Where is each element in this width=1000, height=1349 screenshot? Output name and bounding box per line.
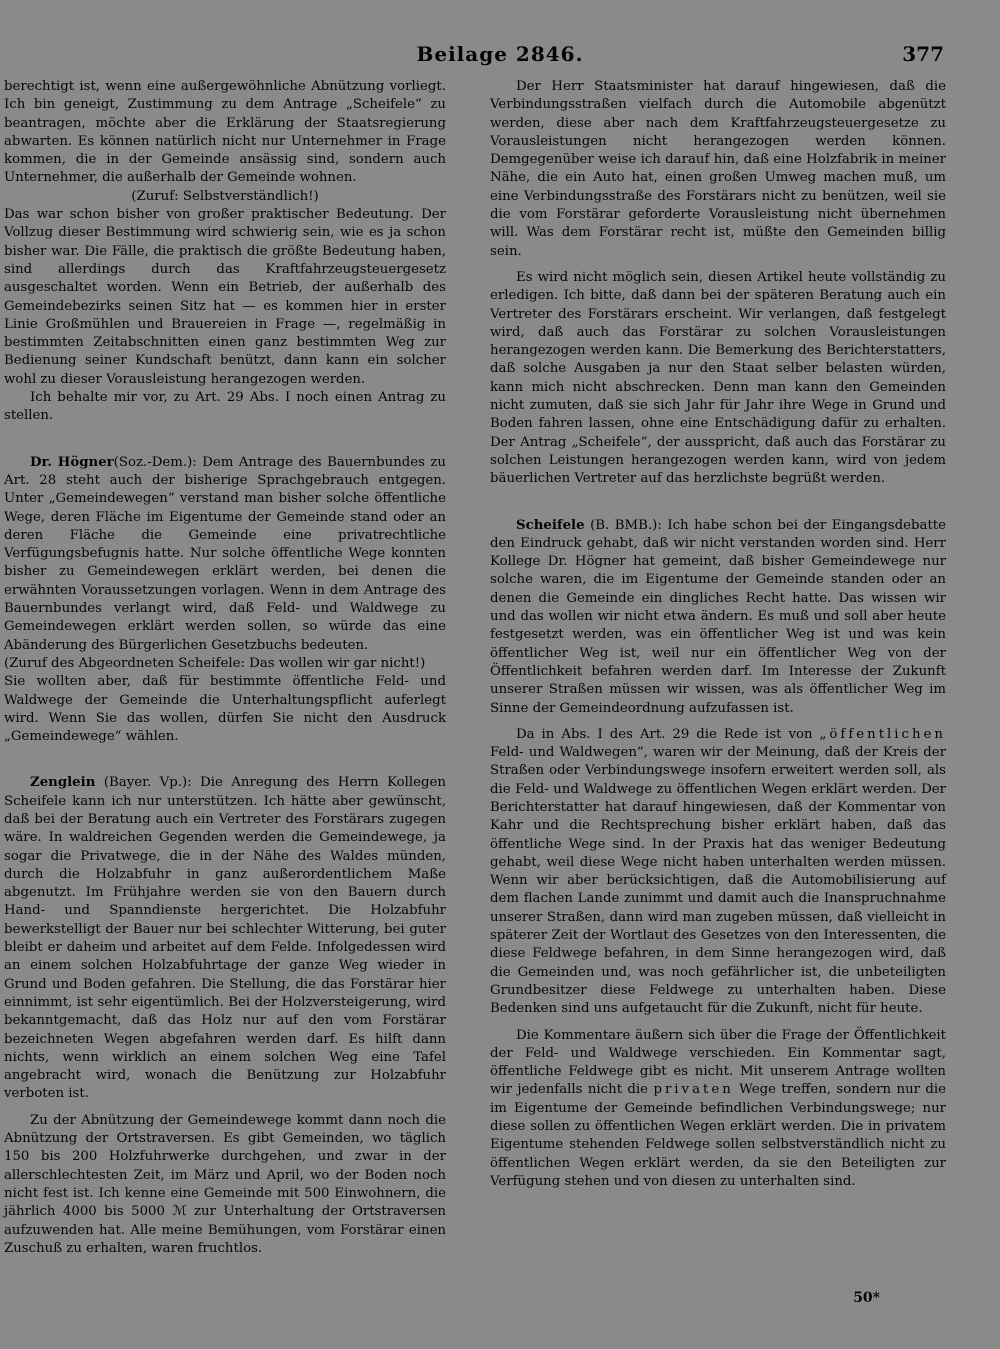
text-run: Wege treffen, sondern nur die im Eigentume der Gemeinde befindlichen Verbindungswege; nur diese sollen zu öffentlichen Wegen erklärt werden. Die in privatem Eigentume stehenden Feldwege sollen selbstverständlich nicht zu öffentlichen Wegen erklärt werden, da sie den Beteiligten zur Verfügung stehen und von diesen zu unterhalten sind. xyxy=(490,1082,946,1189)
speech-scheifele xyxy=(490,517,946,718)
paragraph: Es wird nicht möglich sein, diesen Artikel heute vollständig zu erledigen. Ich bitte, daß dann bei der späteren Beratung auch ein Vertreter des Forstärars erscheint. Wir verlangen, daß festgelegt wird, daß auch das Forstärar zu solchen Vorausleistungen herangezogen werden kann. Die Bemerkung des Berichterstatters, daß solche Ausgaben ja nur den Staat selber belasten würden, kann mich nicht abschrecken. Denn man kann den Gemeinden nicht zumuten, daß sie sich Jahr für Jahr ihre Wege in Grund und Boden fahren lassen, ohne eine Entschädigung dafür zu erhalten. Der Antrag „Scheifele“, der ausspricht, daß auch das Forstärar zu solchen Leistungen herangezogen werden kann, wird von jedem bäuerlichen Vertreter auf das herzlichste begrüßt werden. xyxy=(490,269,946,487)
signature-mark: 50* xyxy=(853,1290,880,1306)
emphasis: privaten xyxy=(653,1082,734,1098)
left-column xyxy=(4,78,446,1258)
paragraph: Das war schon bisher von großer praktischer Bedeutung. Der Vollzug dieser Bestimmung wird schwierig sein, wie es ja schon bisher war. Die Fälle, die praktisch die größte Bedeutung haben, sind allerdings durch das Kraftfahrzeugsteuergesetz ausgeschaltet worden. Wenn ein Betrieb, der außerhalb des Gemeindebezirks seinen Sitz hat — es kommen hier in erster Linie Großmühlen und Brauereien in Frage —, regelmäßig in bestimmten Zeitabschnitten einen ganz bestimmten Weg zur Bedienung seiner Kundschaft benützt, dann kann ein solcher wohl zu dieser Vorausleistung herangezogen werden. xyxy=(4,207,446,387)
speaker-name: Dr. Högner xyxy=(30,454,114,470)
page-number: 377 xyxy=(902,42,944,66)
paragraph: Der Herr Staatsminister hat darauf hingewiesen, daß die Verbindungsstraßen vielfach durch die Automobile abgenützt werden, diese aber nach dem Kraftfahrzeugsteuergesetze zu Vorausleistungen nicht herangezogen werden können. Demgegenüber weise ich darauf hin, daß eine Holzfabrik in meiner Nähe, die ein Auto hat, einen großen Umweg machen muß, um eine Verbindungsstraße des Forstärars nicht zu benützen, weil sie die vom Forstärar geforderte Vorausleistung nicht übernehmen will. Was dem Forstärar recht ist, müßte den Gemeinden billig sein. xyxy=(490,79,946,259)
interjection: (Zuruf des Abgeordneten Scheifele: Das wollen wir gar nicht!) xyxy=(4,655,426,671)
speech-zenglein xyxy=(4,774,446,1103)
emphasis: „öffentlichen xyxy=(819,726,946,742)
paragraph xyxy=(490,726,946,1019)
paragraph xyxy=(490,1027,946,1192)
header-title: Beilage 2846. xyxy=(416,42,584,66)
speaker-name: Scheifele xyxy=(516,517,585,533)
page-header xyxy=(0,40,1000,70)
text-run: Feld- und Waldwegen“, waren wir der Meinung, daß der Kreis der Straßen oder Verbindungswege insofern erweitert werden soll, als die Feld- und Waldwege zu öffentlichen Wegen erklärt werden. Der Berichterstatter hat darauf hingewiesen, daß der Kommentar von Kahr und die Rechtsprechung bisher erklärt haben, daß das öffentliche Wege sind. In der Praxis hat das weniger Bedeutung gehabt, weil diese Wege nicht haben unterhalten werden müssen. Wenn wir aber berücksichtigen, daß die Automobilisierung auf dem flachen Lande zunimmt und damit auch die Inanspruchnahme unserer Straßen, dann wird man zugeben müssen, daß vielleicht in späterer Zeit der Wortlaut des Gesetzes von den Interessenten, die diese Feldwege befahren, in dem Sinne herangezogen wird, daß die Gemeinden und, was noch gefährlicher ist, die unbeteiligten Grundbesitzer diese Feldwege zu unterhalten haben. Diese Bedenken sind uns aufgetaucht für die Zukunft, nicht für heute. xyxy=(490,745,946,1017)
paragraph: Zu der Abnützung der Gemeindewege kommt dann noch die Abnützung der Ortstraversen. Es gibt Gemeinden, wo täglich 150 bis 200 Holzfuhrwerke durchgehen, und zwar in der allerschlechtesten Zeit, im März und April, wo der Boden noch nicht fest ist. Ich kenne eine Gemeinde mit 500 Einwohnern, die jährlich 4000 bis 5000 ℳ zur Unterhaltung der Ortstraversen aufzuwenden hat. Alle meine Bemühungen, vom Forstärar einen Zuschuß zu erhalten, waren fruchtlos. xyxy=(4,1112,446,1256)
speech-text: (B. BMB.): Ich habe schon bei der Eingangsdebatte den Eindruck gehabt, daß wir nicht verstanden worden sind. Herr Kollege Dr. Högner hat gemeint, daß bisher Gemeindewege nur solche waren, die im Eigentume der Gemeinde standen oder an denen die Gemeinde ein dingliches Recht hatte. Das wissen wir und das wollen wir nicht etwa ändern. Es muß und soll aber heute festgesetzt werden, was ein öffentlicher Weg ist und was kein öffentlicher Weg ist, weil nur ein öffentlicher Weg von der Öffentlichkeit befahren werden darf. Im Interesse der Zukunft unserer Straßen müssen wir wissen, was als öffentlicher Weg im Sinne der Gemeindeordnung aufzufassen ist. xyxy=(490,517,946,716)
speech-hoegner xyxy=(4,454,446,655)
speech-text: (Bayer. Vp.): Die Anregung des Herrn Kollegen Scheifele kann ich nur unterstützen. Ich hätte aber gewünscht, daß bei der Beratung auch ein Vertreter des Forstärars zugegen wäre. In waldreichen Gegenden werden die Gemeindewege, ja sogar die Privatwege, die in der Nähe des Waldes münden, durch die Holzabfuhr in ganz außerordentlichem Maße abgenutzt. Im Frühjahre werden sie von den Bauern durch Hand- und Spanndienste hergerichtet. Die Holzabfuhr bewerkstelligt der Bauer nur bei schlechter Witterung, bei guter bleibt er daheim und arbeitet auf dem Felde. Infolgedessen wird an einem solchen Holzabfuhrtage der ganze Weg wieder in Grund und Boden gefahren. Die Stellung, die das Forstärar hier einnimmt, ist sehr eigentümlich. Bei der Holzversteigerung, wird bekanntgemacht, daß das Holz nur auf den vom Forstärar bezeichneten Wegen abgefahren werden darf. Es hilft dann nichts, wenn wirklich an einem solchen Weg eine Tafel angebracht wird, wonach die Benützung zur Holzabfuhr verboten ist. xyxy=(4,775,446,1102)
speaker-name: Zenglein xyxy=(30,775,96,791)
speech-text: (Soz.-Dem.): Dem Antrage des Bauernbundes zu Art. 28 steht auch der bisherige Sprachgebrauch entgegen. Unter „Gemeindewegen“ verstand man bisher solche öffentliche Wege, deren Fläche im Eigentume der Gemeinde stand oder an deren Fläche die Gemeinde eine privatrechtliche Verfügungsbefugnis hatte. Nur solche öffentliche Wege konnten bisher zu Gemeindewegen erklärt werden, bei denen die erwähnten Voraussetzungen vorlagen. Wenn in dem Antrage des Bauernbundes verlangt wird, daß Feld- und Waldwege zu Gemeindewegen erklärt werden sollen, so würde das eine Abänderung des Bürgerlichen Gesetzbuchs bedeuten. xyxy=(4,454,446,653)
paragraph: Ich behalte mir vor, zu Art. 29 Abs. I noch einen Antrag zu stellen. xyxy=(4,390,446,424)
text-run: Die Kommentare äußern sich über die Frage der Öffentlichkeit der Feld- und Waldwege verschieden. Ein Kommentar sagt, öffentliche Feldwege gibt es nicht. Mit unserem Antrage wollten wir jedenfalls nicht die xyxy=(490,1027,946,1098)
right-column xyxy=(490,78,946,1191)
text-run: Da in Abs. I des Art. 29 die Rede ist von xyxy=(516,726,820,742)
interjection: (Zuruf: Selbstverständlich!) xyxy=(131,188,319,204)
paragraph: berechtigt ist, wenn eine außergewöhnliche Abnützung vorliegt. Ich bin geneigt, Zustimmung zu dem Antrage „Scheifele“ zu beantragen, möchte aber die Erklärung der Staatsregierung abwarten. Es können natürlich nicht nur Unternehmer in Frage kommen, die in der Gemeinde ansässig sind, sondern auch Unternehmer, die außerhalb der Gemeinde wohnen. xyxy=(4,79,446,186)
paragraph: Sie wollten aber, daß für bestimmte öffentliche Feld- und Waldwege der Gemeinde die Unterhaltungspflicht auferlegt wird. Wenn Sie das wollen, dürfen Sie nicht den Ausdruck „Gemeindewege“ wählen. xyxy=(4,674,446,745)
